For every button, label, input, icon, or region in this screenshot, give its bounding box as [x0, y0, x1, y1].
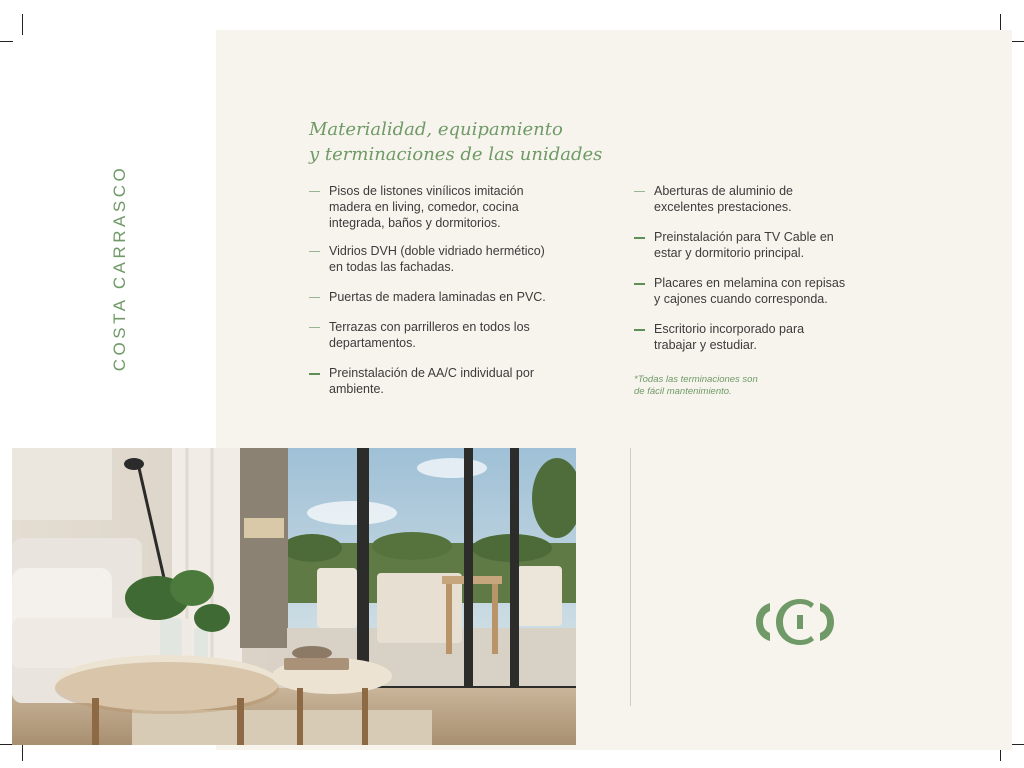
heading-line: Materialidad, equipamiento	[309, 119, 563, 140]
heading-line: y terminaciones de las unidades	[309, 144, 603, 165]
feature-text: Preinstalación de AA/C individual por	[329, 366, 534, 380]
interior-photo-illustration	[12, 448, 576, 745]
crop-mark	[0, 41, 13, 42]
feature-item	[309, 289, 589, 305]
feature-text: ambiente.	[329, 382, 384, 396]
footnote-line: de fácil mantenimiento.	[634, 386, 732, 397]
features-list-right	[634, 183, 884, 353]
monogram-cc-logo	[756, 597, 834, 652]
brand-vertical-title: COSTA CARRASCO	[110, 164, 129, 372]
crop-mark	[1010, 744, 1024, 745]
feature-text: Aberturas de aluminio de	[654, 184, 793, 198]
feature-item	[309, 319, 589, 351]
feature-text: departamentos.	[329, 336, 416, 350]
monogram-cc-icon	[756, 597, 834, 647]
section-heading	[309, 117, 602, 167]
feature-item	[634, 321, 884, 353]
feature-text: y cajones cuando corresponda.	[654, 292, 828, 306]
feature-text: Puertas de madera laminadas en PVC.	[329, 290, 546, 304]
feature-item	[309, 243, 589, 275]
feature-item	[634, 229, 884, 261]
feature-item	[309, 365, 589, 397]
features-list-left	[309, 183, 589, 397]
feature-text: Terrazas con parrilleros en todos los	[329, 320, 530, 334]
feature-text: Preinstalación para TV Cable en	[654, 230, 834, 244]
feature-text: excelentes prestaciones.	[654, 200, 792, 214]
feature-text: Placares en melamina con repisas	[654, 276, 846, 290]
feature-item	[634, 275, 884, 307]
footnote-line: *Todas las terminaciones son	[634, 374, 758, 385]
crop-mark	[1010, 41, 1024, 42]
feature-text: Vidrios DVH (doble vidriado hermético)	[329, 244, 545, 258]
feature-text: integrada, baños y dormitorios.	[329, 216, 501, 230]
feature-text: estar y dormitorio principal.	[654, 246, 805, 260]
crop-mark	[22, 14, 23, 35]
feature-text: Escritorio incorporado para	[654, 322, 805, 336]
feature-item	[309, 183, 589, 231]
feature-text: en todas las fachadas.	[329, 260, 455, 274]
feature-item	[634, 183, 884, 215]
feature-text: madera en living, comedor, cocina	[329, 200, 519, 214]
interior-photo	[12, 448, 576, 745]
feature-text: trabajar y estudiar.	[654, 338, 757, 352]
feature-text: Pisos de listones vinílicos imitación	[329, 184, 524, 198]
vertical-divider	[630, 448, 631, 706]
footnote	[634, 374, 758, 398]
